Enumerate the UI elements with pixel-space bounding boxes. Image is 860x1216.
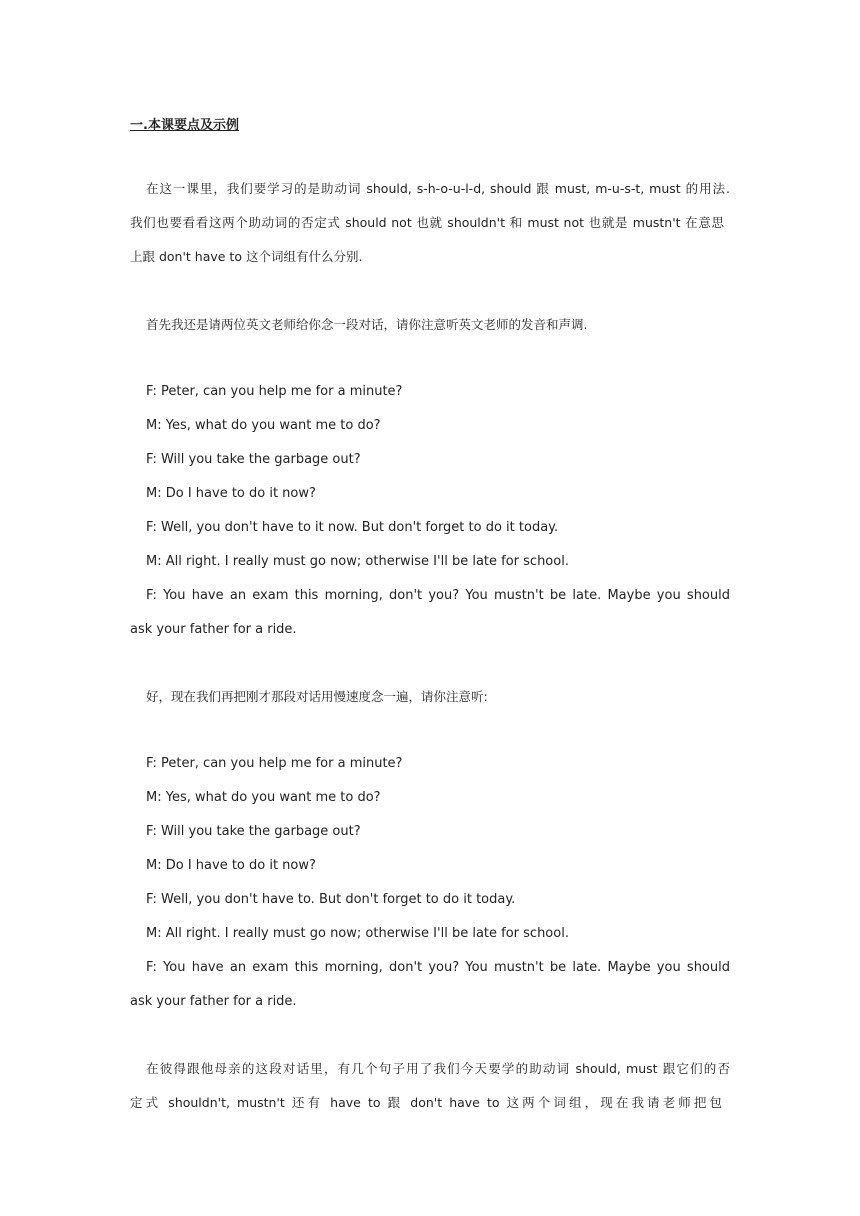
dialogue-line: M: Yes, what do you want me to do? bbox=[146, 418, 381, 433]
intro-line: 上跟 don't have to 这个词组有什么分别. bbox=[130, 249, 363, 264]
section-heading: 一.本课要点及示例 bbox=[130, 118, 239, 133]
prompt-paragraph: 首先我还是请两位英文老师给你念一段对话，请你注意听英文老师的发音和声调. bbox=[146, 317, 588, 332]
dialogue-line: F: Well, you don't have to it now. But don't forget to do it today. bbox=[146, 520, 559, 535]
dialogue-line: F: Well, you don't have to. But don't forget to do it today. bbox=[146, 892, 516, 907]
dialogue-line: F: Will you take the garbage out? bbox=[146, 824, 361, 839]
dialogue-line: F: You have an exam this morning, don't you? You mustn't be late. Maybe you should bbox=[146, 588, 730, 603]
dialogue-line: M: Do I have to do it now? bbox=[146, 858, 316, 873]
dialogue-line: M: All right. I really must go now; otherwise I'll be late for school. bbox=[146, 926, 569, 941]
dialogue-line: ask your father for a ride. bbox=[130, 622, 297, 637]
closing-line: 在彼得跟他母亲的这段对话里，有几个句子用了我们今天要学的助动词 should, must 跟它们的否 bbox=[146, 1061, 730, 1076]
dialogue-line: M: Do I have to do it now? bbox=[146, 486, 316, 501]
dialogue-line: F: Peter, can you help me for a minute? bbox=[146, 384, 403, 399]
dialogue-line: M: All right. I really must go now; otherwise I'll be late for school. bbox=[146, 554, 569, 569]
dialogue-line: F: Will you take the garbage out? bbox=[146, 452, 361, 467]
dialogue-line: ask your father for a ride. bbox=[130, 994, 297, 1009]
dialogue-line: M: Yes, what do you want me to do? bbox=[146, 790, 381, 805]
dialogue-line: F: Peter, can you help me for a minute? bbox=[146, 756, 403, 771]
intro-line: 在这一课里，我们要学习的是助动词 should, s-h-o-u-l-d, should 跟 must, m-u-s-t, must 的用法. bbox=[146, 181, 730, 196]
dialogue-line: F: You have an exam this morning, don't you? You mustn't be late. Maybe you should bbox=[146, 960, 730, 975]
prompt-paragraph: 好，现在我们再把刚才那段对话用慢速度念一遍，请你注意听: bbox=[146, 689, 488, 704]
intro-line: 我们也要看看这两个助动词的否定式 should not 也就 shouldn't 和 must not 也就是 mustn't 在意思 bbox=[130, 215, 724, 230]
closing-line: 定式 shouldn't, mustn't 还有 have to 跟 don't have to 这两个词组，现在我请老师把包 bbox=[130, 1095, 722, 1110]
